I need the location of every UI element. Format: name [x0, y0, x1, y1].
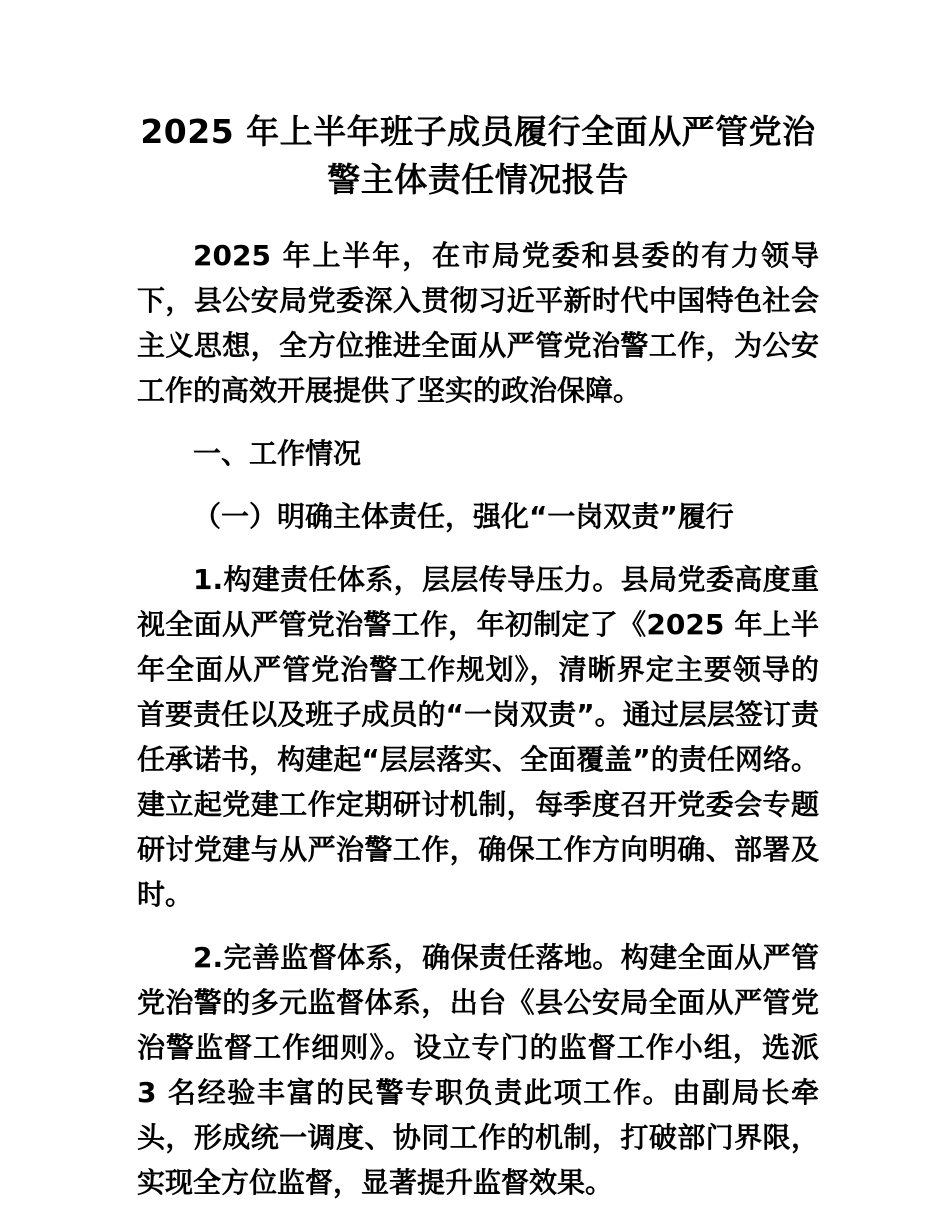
section-heading-one: 一、工作情况	[193, 437, 362, 470]
document-body	[137, 0, 819, 1205]
subsection-heading-one: （一）明确主体责任，强化“一岗双责”履行	[193, 500, 734, 533]
body-paragraph-item-1: 1.构建责任体系，层层传导压力。县局党委高度重视全面从严管党治警工作，年初制定了《2025 年上半年全面从严管党治警工作规划》，清晰界定主要领导的首要责任以及班子成员的“一岗双责”。通过层层签订责任承诺书，构建起“层层落实、全面覆盖”的责任网络。建立起党建工作定期研讨机制，每季度召开党委会专题研讨党建与从严治警工作，确保工作方向明确、部署及时。	[137, 563, 819, 911]
lead-paragraph: 2025 年上半年，在市局党委和县委的有力领导下，县公安局党委深入贯彻习近平新时代中国特色社会主义思想，全方位推进全面从严管党治警工作，为公安工作的高效开展提供了坚实的政治保障。	[137, 239, 819, 407]
document-title: 2025 年上半年班子成员履行全面从严管党治警主体责任情况报告	[140, 112, 816, 199]
body-paragraph-item-2: 2.完善监督体系，确保责任落地。构建全面从严管党治警的多元监督体系，出台《县公安局全面从严管党治警监督工作细则》。设立专门的监督工作小组，选派 3 名经验丰富的民警专职负责此项工作。由副局长牵头，形成统一调度、协同工作的机制，打破部门界限，实现全方位监督，显著提升监督效果。	[137, 941, 819, 1199]
